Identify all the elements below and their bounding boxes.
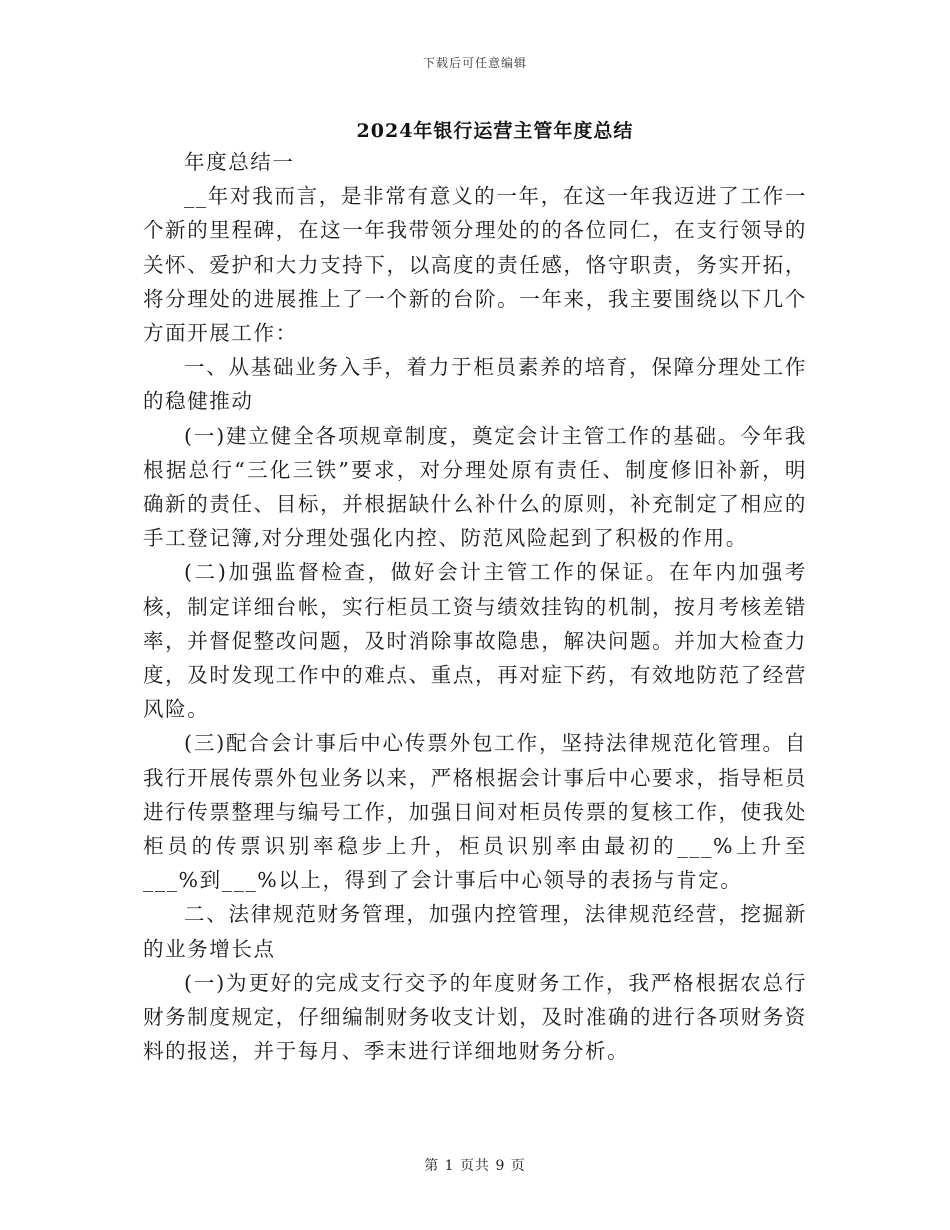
document-body bbox=[143, 145, 807, 1068]
section-heading-1: 一、从基础业务入手，着力于柜员素养的培育，保障分理处工作的稳健推动 bbox=[143, 355, 807, 414]
paragraph-1-1: (一)建立健全各项规章制度，奠定会计主管工作的基础。今年我根据总行“三化三铁”要求，对分理处原有责任、制度修旧补新，明确新的责任、目标，并根据缺什么补什么的原则，补充制定了相应的手工登记簿,对分理处强化内控、防范风险起到了积极的作用。 bbox=[143, 423, 807, 551]
paragraph-1-2: (二)加强监督检查，做好会计主管工作的保证。在年内加强考核，制定详细台帐，实行柜员工资与绩效挂钩的机制，按月考核差错率，并督促整改问题，及时消除事故隐患，解决问题。并加大检查力度，及时发现工作中的难点、重点，再对症下药，有效地防范了经营风险。 bbox=[143, 560, 807, 722]
section-heading-2: 二、法律规范财务管理，加强内控管理，法律规范经营，挖掘新的业务增长点 bbox=[143, 902, 807, 961]
paragraph-1-3: (三)配合会计事后中心传票外包工作，坚持法律规范化管理。自我行开展传票外包业务以来，严格根据会计事后中心要求，指导柜员进行传票整理与编号工作，加强日间对柜员传票的复核工作，使我处柜员的传票识别率稳步上升，柜员识别率由最初的___%上升至___%到___%以上，得到了会计事后中心领导的表扬与肯定。 bbox=[143, 731, 807, 893]
paragraph-intro: __年对我而言，是非常有意义的一年，在这一年我迈进了工作一个新的里程碑，在这一年我带领分理处的的各位同仁，在支行领导的关怀、爱护和大力支持下，以高度的责任感，恪守职责，务实开拓，将分理处的进展推上了一个新的台阶。一年来，我主要围绕以下几个方面开展工作： bbox=[143, 184, 807, 346]
paragraph-subtitle: 年度总结一 bbox=[184, 150, 295, 174]
header-note: 下载后可任意编辑 bbox=[422, 56, 527, 70]
document-title: 2024年银行运营主管年度总结 bbox=[356, 120, 634, 142]
paragraph-2-1: (一)为更好的完成支行交予的年度财务工作，我严格根据农总行财务制度规定，仔细编制财务收支计划，及时准确的进行各项财务资料的报送，并于每月、季末进行详细地财务分析。 bbox=[143, 970, 807, 1064]
page-number: 第 1 页共 9 页 bbox=[424, 1158, 526, 1174]
